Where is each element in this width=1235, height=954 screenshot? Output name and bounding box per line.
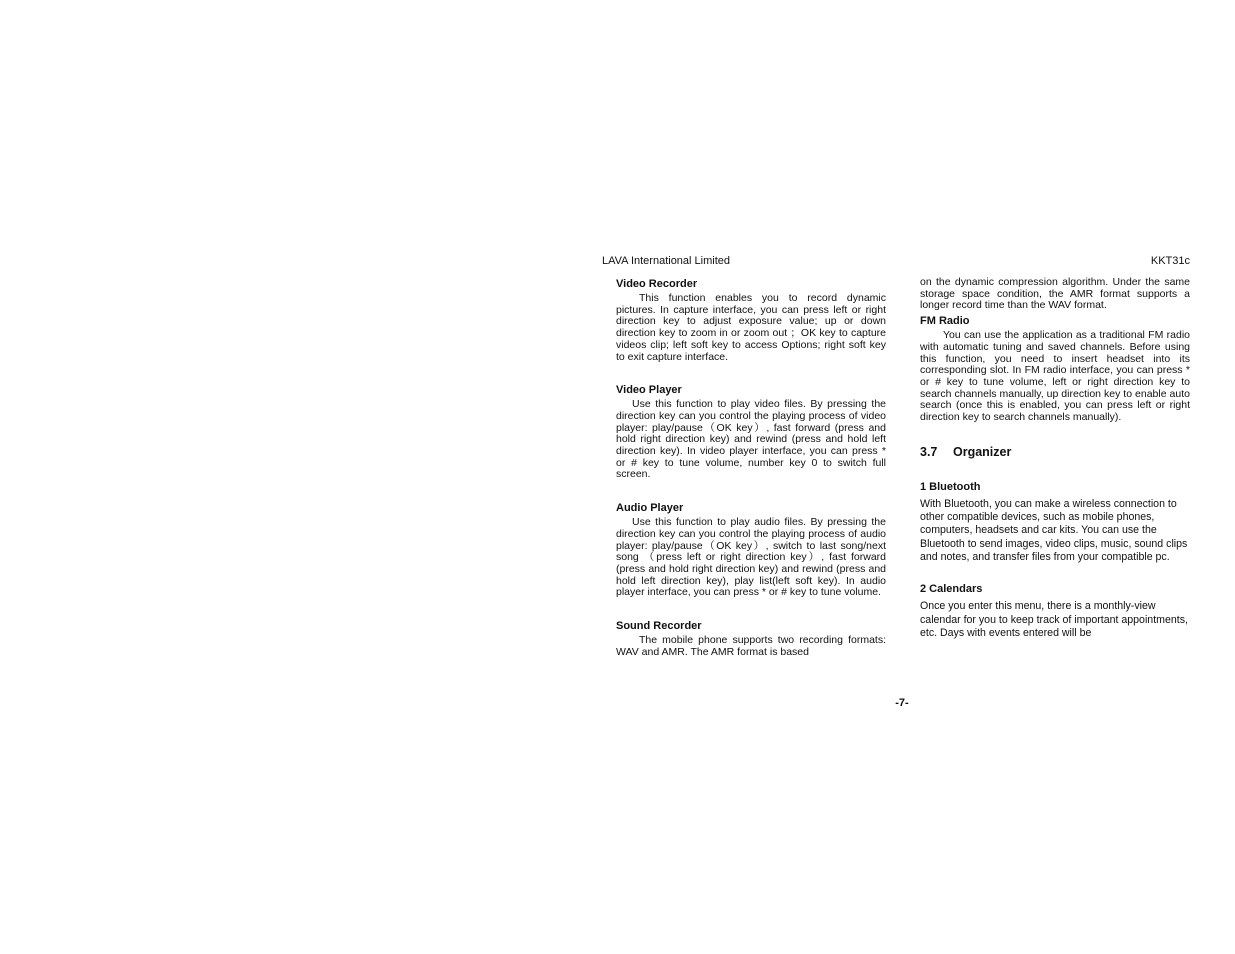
heading-sound-recorder: Sound Recorder <box>616 620 702 633</box>
heading-audio-player: Audio Player <box>616 502 684 515</box>
paragraph-sound-recorder: The mobile phone supports two recording formats: WAV and AMR. The AMR format is based <box>616 634 886 658</box>
paragraph-fm-radio: You can use the application as a traditional FM radio with automatic tuning and saved channels. Before using this function, you need to insert headset into its corresponding slot. In FM radio interface, you can press * or # key to tune volume, left or right direction key to search channels manually, up direction key to enable auto search (once this is enabled, you can press left or right direction key to search channels manually). <box>920 329 1190 424</box>
left-column <box>616 277 886 658</box>
heading-calendars: 2 Calendars <box>920 583 983 596</box>
paragraph-continuation: on the dynamic compression algorithm. Under the same storage space condition, the AMR format supports a longer record time than the WAV format. <box>920 276 1190 312</box>
paragraph-bluetooth: With Bluetooth, you can make a wireless connection to other compatible devices, such as mobile phones, computers, headsets and car kits. You can use the Bluetooth to send images, video clips, music, sound clips and notes, and transfer files from your compatible pc. <box>920 497 1188 563</box>
heading-video-player: Video Player <box>616 384 682 397</box>
heading-video-recorder: Video Recorder <box>616 278 698 290</box>
paragraph-video-player: Use this function to play video files. By pressing the direction key can you control the playing process of video player: play/pause（OK key）, fast forward (press and hold right direction key) and rewind (press and hold left direction key). In video player interface, you can press * or # key to tune volume, number key 0 to switch full screen. <box>616 398 886 481</box>
header-model: KKT31c <box>1150 255 1190 267</box>
section-number: 3.7 <box>920 444 938 459</box>
header-company: LAVA International Limited <box>602 255 731 267</box>
section-heading-organizer <box>920 444 1190 460</box>
page-number: -7- <box>895 697 909 709</box>
right-column <box>920 277 1190 640</box>
paragraph-video-recorder: This function enables you to record dynamic pictures. In capture interface, you can press left or right direction key to adjust exposure value; up or down direction key to zoom in or zoom out ；OK key to capture videos clip; left soft key to access Options; right soft key to exit capture interface. <box>616 292 886 363</box>
section-title: Organizer <box>953 444 1012 459</box>
paragraph-calendars: Once you enter this menu, there is a monthly-view calendar for you to keep track of important appointments, etc. Days with events entered will be <box>920 600 1188 639</box>
paragraph-audio-player: Use this function to play audio files. By pressing the direction key can you control the playing process of audio player: play/pause（OK key）, switch to last song/next song （press left or right direction key）, fast forward (press and hold right direction key) and rewind (press and hold left direction key), play list(left soft key). In audio player interface, you can press * or # key to tune volume. <box>616 516 886 599</box>
heading-fm-radio: FM Radio <box>920 315 970 328</box>
heading-bluetooth: 1 Bluetooth <box>920 480 981 493</box>
